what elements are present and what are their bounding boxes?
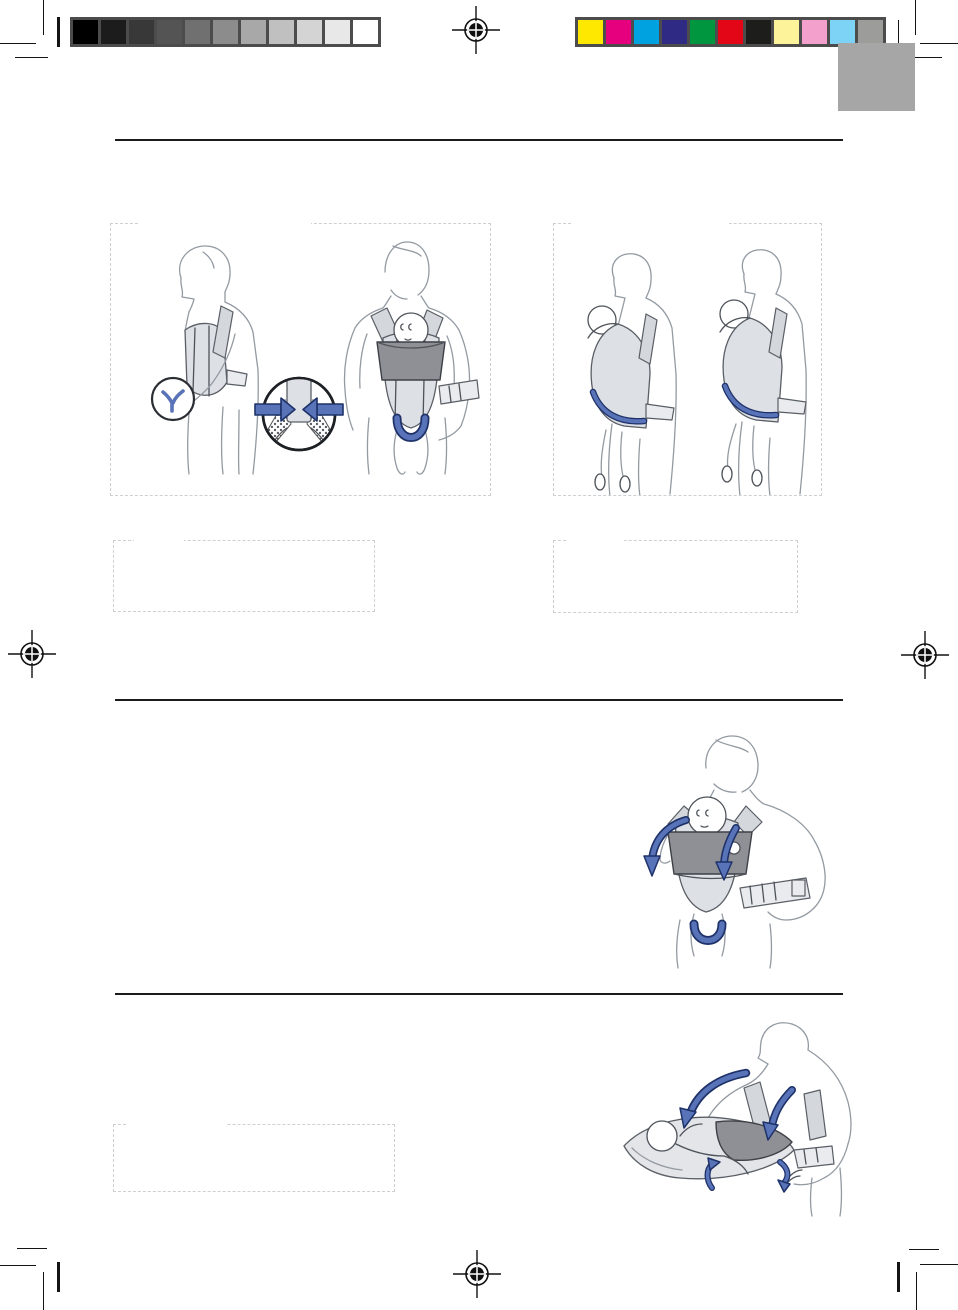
calibration-swatch: [73, 20, 101, 44]
calibration-swatch: [662, 20, 690, 44]
border-gap: [139, 222, 311, 225]
registration-mark: [8, 630, 56, 678]
registration-mark: [452, 6, 500, 54]
border-gap: [126, 1123, 226, 1126]
note-box-left: [113, 540, 375, 612]
trim-mark: [57, 1262, 60, 1292]
trim-mark: [920, 1264, 958, 1265]
grayscale-calibration-bar: [70, 17, 381, 47]
calibration-swatch: [157, 20, 185, 44]
trim-mark: [920, 43, 958, 44]
calibration-swatch: [129, 20, 157, 44]
note-box-bottom: [113, 1124, 395, 1192]
trim-mark: [915, 0, 916, 35]
calibration-swatch: [802, 20, 830, 44]
calibration-swatch: [353, 20, 378, 44]
border-gap: [571, 222, 729, 225]
border-gap: [134, 539, 184, 542]
trim-mark: [0, 43, 36, 44]
trim-mark: [916, 1272, 917, 1310]
trim-mark: [57, 17, 60, 47]
calibration-swatch: [101, 20, 129, 44]
border-gap: [568, 539, 624, 542]
section-rule: [115, 699, 843, 701]
calibration-swatch: [690, 20, 718, 44]
calibration-swatch: [718, 20, 746, 44]
trim-mark: [897, 1262, 900, 1292]
calibration-swatch: [241, 20, 269, 44]
trim-mark: [0, 1265, 36, 1266]
trim-mark: [15, 57, 48, 58]
figure-box-buckle-closeup: [110, 223, 491, 496]
calibration-swatch: [606, 20, 634, 44]
calibration-swatch: [269, 20, 297, 44]
calibration-swatch: [578, 20, 606, 44]
illustration-fold-down-head-support: [610, 728, 860, 970]
section-index-tab: [838, 43, 915, 111]
illustration-press-side-buckle-and-front-carry: [111, 224, 492, 495]
calibration-swatch: [213, 20, 241, 44]
calibration-swatch: [746, 20, 774, 44]
registration-mark: [453, 1250, 501, 1298]
calibration-swatch: [297, 20, 325, 44]
illustration-side-views-baby-in-carrier: [554, 224, 821, 495]
section-rule: [115, 139, 843, 141]
trim-mark: [43, 0, 44, 35]
calibration-swatch: [325, 20, 353, 44]
figure-box-side-views: [553, 223, 822, 496]
section-rule: [115, 993, 843, 995]
calibration-swatch: [634, 20, 662, 44]
calibration-swatch: [830, 20, 858, 44]
calibration-swatch: [774, 20, 802, 44]
note-box-right: [553, 540, 798, 613]
trim-mark: [898, 20, 899, 45]
trim-mark: [909, 1249, 939, 1250]
registration-mark: [901, 631, 949, 679]
trim-mark: [17, 1248, 47, 1249]
illustration-lay-baby-into-open-carrier: [596, 1018, 874, 1218]
trim-mark: [43, 1272, 44, 1310]
calibration-swatch: [185, 20, 213, 44]
calibration-swatch: [858, 20, 883, 44]
